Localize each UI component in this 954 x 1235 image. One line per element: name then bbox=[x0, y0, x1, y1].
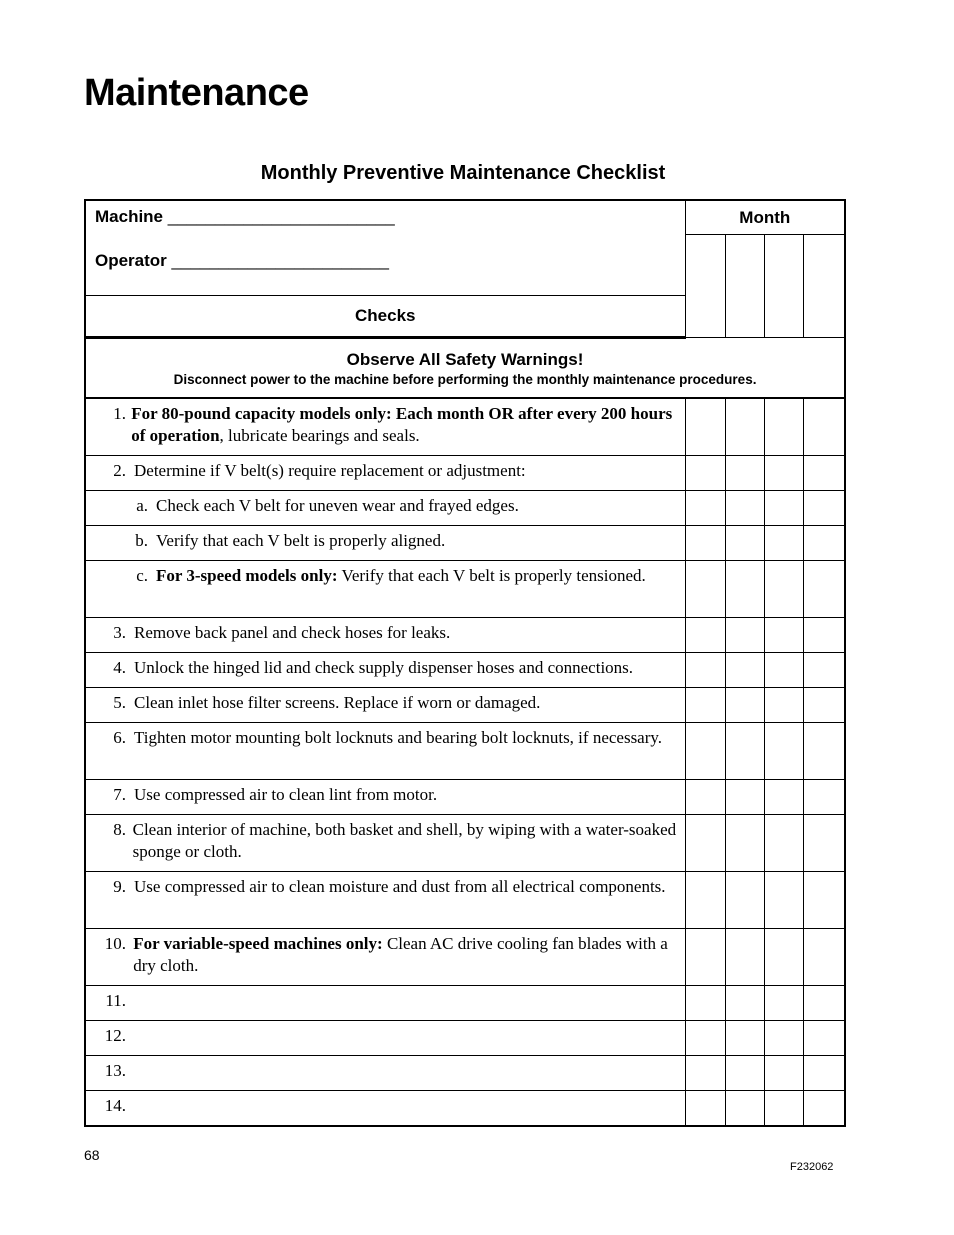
item-regular-text: Determine if V belt(s) require replacement or adjustment: bbox=[134, 461, 526, 480]
header-row bbox=[85, 200, 845, 235]
checklist-item bbox=[85, 780, 685, 815]
month-checkbox-1[interactable] bbox=[685, 491, 725, 526]
month-checkbox-1[interactable] bbox=[685, 1091, 725, 1127]
machine-field[interactable] bbox=[95, 207, 676, 251]
item-text bbox=[134, 692, 540, 714]
month-checkbox-3[interactable] bbox=[764, 398, 803, 456]
month-checkbox-4[interactable] bbox=[803, 491, 845, 526]
item-regular-text: , lubricate bearings and seals. bbox=[219, 426, 420, 445]
month-checkbox-1[interactable] bbox=[685, 1056, 725, 1091]
checklist-row bbox=[85, 780, 845, 815]
item-regular-text: Clean inlet hose filter screens. Replace if worn or damaged. bbox=[134, 693, 541, 712]
checklist-item bbox=[85, 491, 685, 526]
month-checkbox-2[interactable] bbox=[725, 929, 764, 986]
month-checkbox-3[interactable] bbox=[764, 456, 803, 491]
item-text bbox=[134, 460, 526, 482]
item-number: 9. bbox=[113, 877, 126, 896]
page-title: Maintenance bbox=[84, 72, 309, 114]
month-checkbox-1[interactable] bbox=[685, 653, 725, 688]
month-checkbox-2[interactable] bbox=[725, 491, 764, 526]
checklist-row bbox=[85, 561, 845, 618]
checklist-item bbox=[85, 986, 685, 1021]
month-checkbox-1[interactable] bbox=[685, 618, 725, 653]
checklist-row bbox=[85, 723, 845, 780]
month-checkbox-1[interactable] bbox=[685, 872, 725, 929]
item-number: 1. bbox=[113, 404, 126, 423]
month-header: Month bbox=[685, 200, 845, 235]
month-checkbox-1[interactable] bbox=[685, 688, 725, 723]
month-checkbox-1[interactable] bbox=[685, 723, 725, 780]
month-checkbox-3[interactable] bbox=[764, 1056, 803, 1091]
safety-row bbox=[85, 338, 845, 399]
checklist-item bbox=[85, 688, 685, 723]
month-checkbox-3[interactable] bbox=[764, 815, 803, 872]
checklist-row bbox=[85, 456, 845, 491]
item-number: b. bbox=[135, 531, 148, 550]
month-checkbox-4[interactable] bbox=[803, 723, 845, 780]
checklist-title: Monthly Preventive Maintenance Checklist bbox=[260, 162, 666, 184]
month-checkbox-2[interactable] bbox=[725, 398, 764, 456]
item-bold-text: For variable-speed machines only: bbox=[133, 934, 383, 953]
month-checkbox-1[interactable] bbox=[685, 780, 725, 815]
item-regular-text: Unlock the hinged lid and check supply dispenser hoses and connections. bbox=[134, 658, 634, 677]
item-number: 4. bbox=[113, 658, 126, 677]
month-checkbox-3[interactable] bbox=[764, 653, 803, 688]
month-checkbox-1[interactable] bbox=[685, 526, 725, 561]
month-checkbox-2[interactable] bbox=[725, 815, 764, 872]
month-checkbox-1[interactable] bbox=[685, 929, 725, 986]
operator-input-line: _______________________ bbox=[171, 251, 389, 270]
month-checkbox-1[interactable] bbox=[685, 561, 725, 618]
checklist-row bbox=[85, 1056, 845, 1091]
item-text bbox=[131, 403, 676, 447]
month-checkbox-1[interactable] bbox=[685, 986, 725, 1021]
document-code: F232062 bbox=[790, 1161, 834, 1173]
month-checkbox-2[interactable] bbox=[725, 872, 764, 929]
month-checkbox-2[interactable] bbox=[725, 780, 764, 815]
safety-warning bbox=[85, 338, 845, 399]
month-checkbox-4[interactable] bbox=[803, 653, 845, 688]
month-checkbox-2[interactable] bbox=[725, 688, 764, 723]
item-number: 14. bbox=[104, 1096, 126, 1115]
month-checkbox-1[interactable] bbox=[685, 456, 725, 491]
month-checkbox-2[interactable] bbox=[725, 986, 764, 1021]
month-checkbox-2[interactable] bbox=[725, 1021, 764, 1056]
checklist-item bbox=[85, 526, 685, 561]
checklist-row bbox=[85, 1021, 845, 1056]
month-checkbox-4[interactable] bbox=[803, 1056, 845, 1091]
maintenance-checklist-table bbox=[84, 199, 846, 1127]
checklist-item bbox=[85, 872, 685, 929]
month-checkbox-3[interactable] bbox=[764, 688, 803, 723]
month-checkbox-4[interactable] bbox=[803, 780, 845, 815]
month-checkbox-2[interactable] bbox=[725, 653, 764, 688]
item-number: 6. bbox=[113, 728, 126, 747]
item-number: 11. bbox=[105, 991, 126, 1010]
month-column-4[interactable] bbox=[803, 235, 845, 338]
checklist-row bbox=[85, 526, 845, 561]
month-checkbox-3[interactable] bbox=[764, 872, 803, 929]
month-checkbox-2[interactable] bbox=[725, 1056, 764, 1091]
checklist-item bbox=[85, 723, 685, 780]
month-checkbox-4[interactable] bbox=[803, 688, 845, 723]
month-checkbox-3[interactable] bbox=[764, 929, 803, 986]
item-regular-text: Verify that each V belt is properly tensioned. bbox=[337, 566, 646, 585]
month-checkbox-3[interactable] bbox=[764, 986, 803, 1021]
month-checkbox-3[interactable] bbox=[764, 618, 803, 653]
checklist-row bbox=[85, 398, 845, 456]
item-number: 2. bbox=[113, 461, 126, 480]
month-checkbox-1[interactable] bbox=[685, 398, 725, 456]
checklist-item bbox=[85, 1056, 685, 1091]
item-text bbox=[134, 876, 666, 898]
month-column-1[interactable] bbox=[685, 235, 725, 338]
item-regular-text: Use compressed air to clean lint from motor. bbox=[134, 785, 438, 804]
item-text bbox=[134, 727, 662, 749]
month-checkbox-4[interactable] bbox=[803, 986, 845, 1021]
checklist-row bbox=[85, 491, 845, 526]
item-text bbox=[133, 819, 677, 863]
item-regular-text: Remove back panel and check hoses for leaks. bbox=[134, 623, 451, 642]
month-checkbox-4[interactable] bbox=[803, 618, 845, 653]
month-checkbox-2[interactable] bbox=[725, 526, 764, 561]
item-number: 12. bbox=[104, 1026, 126, 1045]
item-bold-text: For 3-speed models only: bbox=[156, 566, 338, 585]
month-checkbox-4[interactable] bbox=[803, 1091, 845, 1127]
checklist-item bbox=[85, 398, 685, 456]
month-checkbox-4[interactable] bbox=[803, 929, 845, 986]
month-checkbox-4[interactable] bbox=[803, 398, 845, 456]
checklist-item bbox=[85, 561, 685, 618]
item-text bbox=[133, 933, 676, 977]
item-text bbox=[156, 495, 519, 517]
checklist-row bbox=[85, 986, 845, 1021]
item-regular-text: Clean interior of machine, both basket and shell, by wiping with a water-soaked sponge or cloth. bbox=[132, 820, 677, 861]
month-column-3[interactable] bbox=[764, 235, 803, 338]
month-checkbox-2[interactable] bbox=[725, 618, 764, 653]
item-number: 7. bbox=[113, 785, 126, 804]
month-checkbox-3[interactable] bbox=[764, 1091, 803, 1127]
item-regular-text: Verify that each V belt is properly aligned. bbox=[156, 531, 446, 550]
operator-label: Operator bbox=[95, 251, 167, 270]
item-number: a. bbox=[136, 496, 148, 515]
month-checkbox-2[interactable] bbox=[725, 723, 764, 780]
checks-header: Checks bbox=[85, 296, 685, 338]
item-regular-text: Check each V belt for uneven wear and frayed edges. bbox=[156, 496, 519, 515]
month-column-2[interactable] bbox=[725, 235, 764, 338]
safety-title: Observe All Safety Warnings! bbox=[346, 349, 584, 369]
month-checkbox-1[interactable] bbox=[685, 1021, 725, 1056]
item-number: 8. bbox=[113, 820, 126, 839]
month-checkbox-4[interactable] bbox=[803, 872, 845, 929]
item-text bbox=[156, 565, 646, 587]
page-number: 68 bbox=[84, 1147, 100, 1163]
checklist-row bbox=[85, 688, 845, 723]
item-number: 3. bbox=[113, 623, 126, 642]
month-checkbox-3[interactable] bbox=[764, 780, 803, 815]
month-checkbox-4[interactable] bbox=[803, 815, 845, 872]
item-text bbox=[134, 657, 633, 679]
month-checkbox-3[interactable] bbox=[764, 491, 803, 526]
month-checkbox-4[interactable] bbox=[803, 561, 845, 618]
checklist-item bbox=[85, 653, 685, 688]
checklist-item bbox=[85, 815, 685, 872]
operator-field[interactable] bbox=[95, 251, 676, 295]
month-checkbox-2[interactable] bbox=[725, 1091, 764, 1127]
month-checkbox-2[interactable] bbox=[725, 456, 764, 491]
item-text bbox=[156, 530, 445, 552]
month-checkbox-4[interactable] bbox=[803, 526, 845, 561]
item-regular-text: Tighten motor mounting bolt locknuts and bearing bolt locknuts, if necessary. bbox=[134, 728, 663, 747]
machine-label: Machine bbox=[95, 207, 164, 226]
month-checkbox-3[interactable] bbox=[764, 723, 803, 780]
month-checkbox-4[interactable] bbox=[803, 456, 845, 491]
item-number: 13. bbox=[104, 1061, 126, 1080]
checklist-row bbox=[85, 653, 845, 688]
checklist-item bbox=[85, 618, 685, 653]
checklist-item bbox=[85, 456, 685, 491]
item-regular-text: Clean AC drive cooling fan blades with a dry cloth. bbox=[133, 934, 668, 975]
checklist-row bbox=[85, 618, 845, 653]
item-bold-text: For 80-pound capacity models only: Each month OR after every 200 hours of operation bbox=[131, 404, 673, 445]
item-number: c. bbox=[136, 566, 148, 585]
checklist-item bbox=[85, 1021, 685, 1056]
checklist-item bbox=[85, 929, 685, 986]
month-checkbox-2[interactable] bbox=[725, 561, 764, 618]
checklist-row bbox=[85, 929, 845, 986]
month-checkbox-3[interactable] bbox=[764, 1021, 803, 1056]
item-number: 10. bbox=[104, 934, 126, 953]
checklist-row bbox=[85, 815, 845, 872]
month-checkbox-4[interactable] bbox=[803, 1021, 845, 1056]
item-text bbox=[134, 784, 437, 806]
checklist-row bbox=[85, 872, 845, 929]
month-checkbox-1[interactable] bbox=[685, 815, 725, 872]
machine-operator-fields bbox=[85, 200, 685, 296]
machine-input-line: ________________________ bbox=[167, 207, 395, 226]
checklist-item bbox=[85, 1091, 685, 1127]
checklist-row bbox=[85, 1091, 845, 1127]
month-checkbox-3[interactable] bbox=[764, 526, 803, 561]
month-checkbox-3[interactable] bbox=[764, 561, 803, 618]
safety-note: Disconnect power to the machine before performing the monthly maintenance procedures. bbox=[173, 371, 757, 387]
item-text bbox=[134, 622, 450, 644]
item-number: 5. bbox=[113, 693, 126, 712]
item-regular-text: Use compressed air to clean moisture and dust from all electrical components. bbox=[134, 877, 666, 896]
